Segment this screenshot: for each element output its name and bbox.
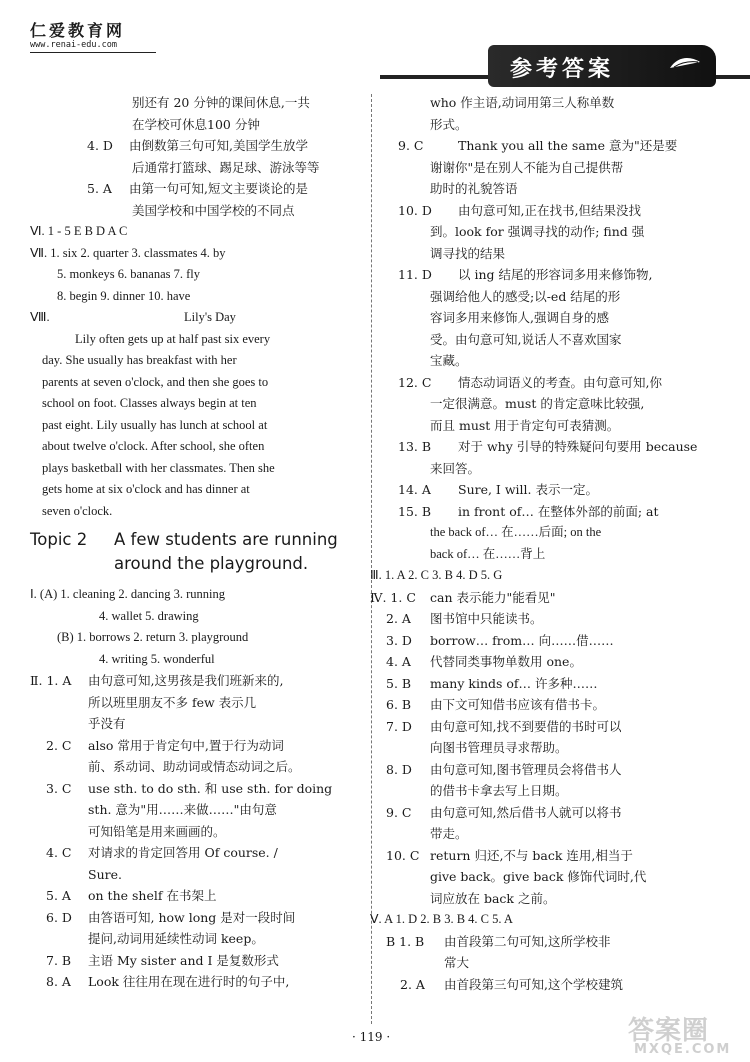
- answer-item: [57, 178, 357, 200]
- essay-title: Lily's Day: [184, 310, 236, 324]
- answer-item: [398, 200, 698, 222]
- answer-number: 15. B: [398, 503, 432, 519]
- answer-item: [46, 842, 357, 864]
- watermark-url: MXQE.COM: [634, 1042, 732, 1057]
- answer-item: [386, 931, 698, 953]
- leaf-decoration-icon: [668, 54, 702, 72]
- answer-text: back of… 在……背上: [430, 546, 546, 561]
- answer-item: [386, 802, 698, 824]
- answer-text: 由下文可知借书应该有借书卡。: [430, 697, 606, 712]
- banner-title: 参考答案: [510, 57, 615, 82]
- answer-text: can 表示能力"能看见": [430, 589, 556, 605]
- answer-number: 2. A: [400, 976, 425, 992]
- watermark-text: 答案圈: [628, 1016, 710, 1046]
- answer-item: [400, 974, 698, 996]
- answer-text: 由句意可知,找不到要借的书时可以: [430, 718, 622, 734]
- answer-text: 宝藏。: [430, 353, 468, 368]
- answer-text: 而且 must 用于肯定句可表猜测。: [430, 417, 620, 433]
- answer-text: 由首段第三句可知,这个学校建筑: [444, 976, 623, 992]
- answer-text: 受。由句意可知,说话人不喜欢国家: [430, 331, 622, 347]
- answer-number: 2. C: [46, 737, 72, 753]
- answer-text: Look 往往用在现在进行时的句子中,: [88, 974, 290, 989]
- essay-line: Lily often gets up at half past six every: [75, 331, 271, 346]
- answer-item: [46, 950, 357, 972]
- answer-number: 10. C: [386, 847, 420, 863]
- answer-text: 美国学校和中国学校的不同点: [132, 202, 295, 218]
- section-i-answers: (B) 1. borrows 2. return 3. playground: [57, 630, 249, 644]
- answer-text: 所以班里朋友不多 few 表示几: [88, 694, 257, 710]
- answer-number: 7. D: [386, 718, 412, 734]
- answer-text: on the shelf 在书架上: [88, 888, 217, 903]
- answer-text: 乎没有: [88, 716, 126, 731]
- answer-text: 情态动词语义的考查。由句意可知,你: [458, 374, 662, 390]
- answer-item: [46, 735, 357, 757]
- answer-text: 一定很满意。must 的肯定意味比较强,: [430, 396, 645, 411]
- watermark-logo: [628, 1010, 740, 1058]
- answer-number: 9. C: [398, 138, 424, 153]
- answer-text: Thank you all the same 意为"还是要: [458, 138, 678, 153]
- answer-text: 由句意可知,这男孩是我们班新来的,: [88, 673, 284, 688]
- answer-text: 后通常打篮球、踢足球、游泳等等: [132, 159, 320, 175]
- answer-text: 对请求的肯定回答用 Of course. /: [88, 845, 278, 860]
- essay-line: plays basketball with her classmates. Then she: [42, 460, 275, 475]
- answer-text: 调寻找的结果: [430, 245, 506, 261]
- answer-text: 由首段第二句可知,这所学校非: [444, 933, 611, 949]
- answer-text: Sure.: [88, 866, 122, 882]
- answer-text: 对于 why 引导的特殊疑问句要用 because: [458, 439, 698, 454]
- essay-line: seven o'clock.: [42, 503, 113, 518]
- answer-number: 5. A: [46, 888, 71, 903]
- answer-item: [398, 264, 698, 286]
- answer-number: 9. C: [386, 804, 412, 820]
- answer-text: 在学校可休息100 分钟: [132, 116, 260, 132]
- answer-text: borrow… from… 向……借……: [430, 632, 614, 648]
- answer-text: 的借书卡拿去写上日期。: [430, 783, 568, 798]
- answer-text: sth. 意为"用……来做……"由句意: [88, 802, 277, 817]
- answer-text: 由句意可知,然后借书人就可以将书: [430, 804, 622, 820]
- logo-underline: [30, 52, 156, 53]
- column-divider: [371, 94, 372, 1024]
- answer-number: 11. D: [398, 267, 432, 282]
- answer-number: 14. A: [398, 482, 431, 497]
- answer-number: 4. A: [386, 654, 411, 669]
- answer-text: who 作主语,动词用第三人称单数: [430, 95, 615, 110]
- answer-text: 常大: [444, 955, 470, 970]
- site-url: www.renai-edu.com: [30, 40, 117, 50]
- answer-item: [386, 845, 698, 867]
- essay-line: about twelve o'clock. After school, she often: [42, 439, 265, 453]
- answer-item: [386, 673, 698, 695]
- section-vii-answers: Ⅶ. 1. six 2. quarter 3. classmates 4. by: [30, 245, 226, 260]
- answer-text: 提问,动词用延续性动词 keep。: [88, 931, 264, 946]
- answer-text: 主语 My sister and I 是复数形式: [88, 952, 279, 968]
- answer-text: 助时的礼貌答语: [430, 181, 518, 196]
- answer-number: Ⅳ. 1. C: [370, 589, 416, 605]
- essay-line: school on foot. Classes always begin at ten: [42, 396, 257, 410]
- answer-item: [398, 479, 698, 501]
- answer-text: return 归还,不与 back 连用,相当于: [430, 847, 633, 863]
- answer-text: 可知铅笔是用来画画的。: [88, 823, 226, 839]
- answer-item: [386, 759, 698, 781]
- answer-number: 8. A: [46, 974, 71, 989]
- answer-text: 由句意可知,正在找书,但结果没找: [458, 202, 641, 218]
- answer-text: use sth. to do sth. 和 use sth. for doing: [88, 780, 333, 796]
- answer-item: [46, 778, 357, 800]
- answer-item: [386, 716, 698, 738]
- answer-item: [398, 372, 698, 394]
- page-number: · 119 ·: [352, 1030, 391, 1044]
- answer-text: 词应放在 back 之前。: [430, 890, 556, 906]
- answer-text: 由倒数第三句可知,美国学生放学: [129, 138, 308, 153]
- section-vii-answers: 5. monkeys 6. bananas 7. fly: [57, 267, 201, 281]
- section-i-answers: Ⅰ. (A) 1. cleaning 2. dancing 3. running: [30, 587, 225, 601]
- section-viii-heading: [30, 307, 357, 329]
- answer-text: 以 ing 结尾的形容词多用来修饰物,: [458, 267, 653, 282]
- answer-number: B 1. B: [386, 933, 425, 949]
- answer-number: 2. A: [386, 611, 411, 626]
- answer-item: [386, 694, 698, 716]
- answer-number: 4. D: [87, 138, 113, 153]
- page-header: [0, 0, 750, 92]
- answer-text: 向图书管理员寻求帮助。: [430, 740, 568, 755]
- answer-item: [386, 651, 698, 673]
- answer-number: 6. B: [386, 697, 412, 712]
- answer-item: [386, 608, 698, 630]
- answer-number: 3. D: [386, 632, 412, 648]
- answer-text: 容词多用来修饰人,强调自身的感: [430, 310, 609, 325]
- answer-item: [398, 501, 698, 523]
- essay-line: gets home at six o'clock and has dinner at: [42, 482, 250, 496]
- answer-text: 来回答。: [430, 460, 481, 476]
- answer-item: [46, 907, 357, 929]
- answer-number: 3. C: [46, 780, 72, 796]
- answer-text: 强调给他人的感受;以-ed 结尾的形: [430, 288, 621, 304]
- section-vii-answers: 8. begin 9. dinner 10. have: [57, 288, 191, 303]
- topic-title: A few students are running: [114, 530, 338, 549]
- section-label: Ⅷ.: [30, 310, 50, 324]
- answer-text: 形式。: [430, 116, 468, 132]
- answer-number: 4. C: [46, 845, 72, 860]
- section-i-answers: 4. writing 5. wonderful: [99, 651, 215, 666]
- answer-text: 别还有 20 分钟的课间休息,一共: [132, 95, 310, 110]
- answer-text: 图书馆中只能读书。: [430, 611, 543, 626]
- essay-line: past eight. Lily usually has lunch at school at: [42, 417, 268, 432]
- topic-title: around the playground.: [114, 554, 309, 573]
- answer-number: 7. B: [46, 952, 72, 968]
- answer-item: [398, 436, 698, 458]
- answer-text: 前、系动词、助动词或情态动词之后。: [88, 759, 301, 774]
- answer-item: [57, 135, 357, 157]
- answer-text: the back of… 在……后面; on the: [430, 525, 602, 539]
- answer-text: 代替同类事物单数用 one。: [430, 654, 582, 669]
- answer-item: [46, 971, 357, 993]
- answer-number: 5. B: [386, 675, 412, 691]
- answer-number: 13. B: [398, 439, 432, 454]
- section-v-answers: Ⅴ. A 1. D 2. B 3. B 4. C 5. A: [370, 912, 513, 926]
- answer-text: 由第一句可知,短文主要谈论的是: [129, 181, 308, 196]
- left-column: [30, 92, 357, 993]
- topic-number: Topic 2: [30, 530, 88, 549]
- answer-number: Ⅱ. 1. A: [30, 673, 72, 688]
- answer-text: give back。give back 修饰代词时,代: [430, 869, 647, 884]
- answer-text: also 常用于肯定句中,置于行为动词: [88, 737, 284, 753]
- answer-text: in front of… 在整体外部的前面; at: [458, 503, 659, 519]
- section-vi-answers: Ⅵ. 1 - 5 E B D A C: [30, 224, 128, 238]
- answer-item: [370, 587, 698, 609]
- answer-item: [30, 670, 357, 692]
- answer-item: [46, 885, 357, 907]
- answer-text: many kinds of… 许多种……: [430, 675, 598, 691]
- answer-number: 5. A: [87, 181, 112, 196]
- right-column: [370, 92, 698, 995]
- answer-text: Sure, I will. 表示一定。: [458, 482, 598, 497]
- section-iii-answers: Ⅲ. 1. A 2. C 3. B 4. D 5. G: [370, 568, 503, 582]
- essay-line: day. She usually has breakfast with her: [42, 353, 237, 367]
- answer-text: 由答语可知, how long 是对一段时间: [88, 909, 296, 925]
- site-logo: 仁爱教育网: [30, 21, 126, 40]
- answer-number: 12. C: [398, 374, 432, 390]
- topic-heading: [30, 528, 357, 576]
- answer-number: 10. D: [398, 202, 432, 218]
- answer-item: [398, 135, 698, 157]
- section-i-answers: 4. wallet 5. drawing: [99, 608, 199, 623]
- answer-number: 8. D: [386, 761, 412, 777]
- answer-text: 到。look for 强调寻找的动作; find 强: [430, 224, 645, 239]
- answer-item: [386, 630, 698, 652]
- answer-text: 谢谢你"是在别人不能为自己提供帮: [430, 159, 624, 175]
- answer-text: 由句意可知,图书管理员会将借书人: [430, 761, 622, 777]
- essay-line: parents at seven o'clock, and then she goes to: [42, 374, 269, 389]
- answer-text: 带走。: [430, 826, 468, 841]
- answer-number: 6. D: [46, 909, 72, 925]
